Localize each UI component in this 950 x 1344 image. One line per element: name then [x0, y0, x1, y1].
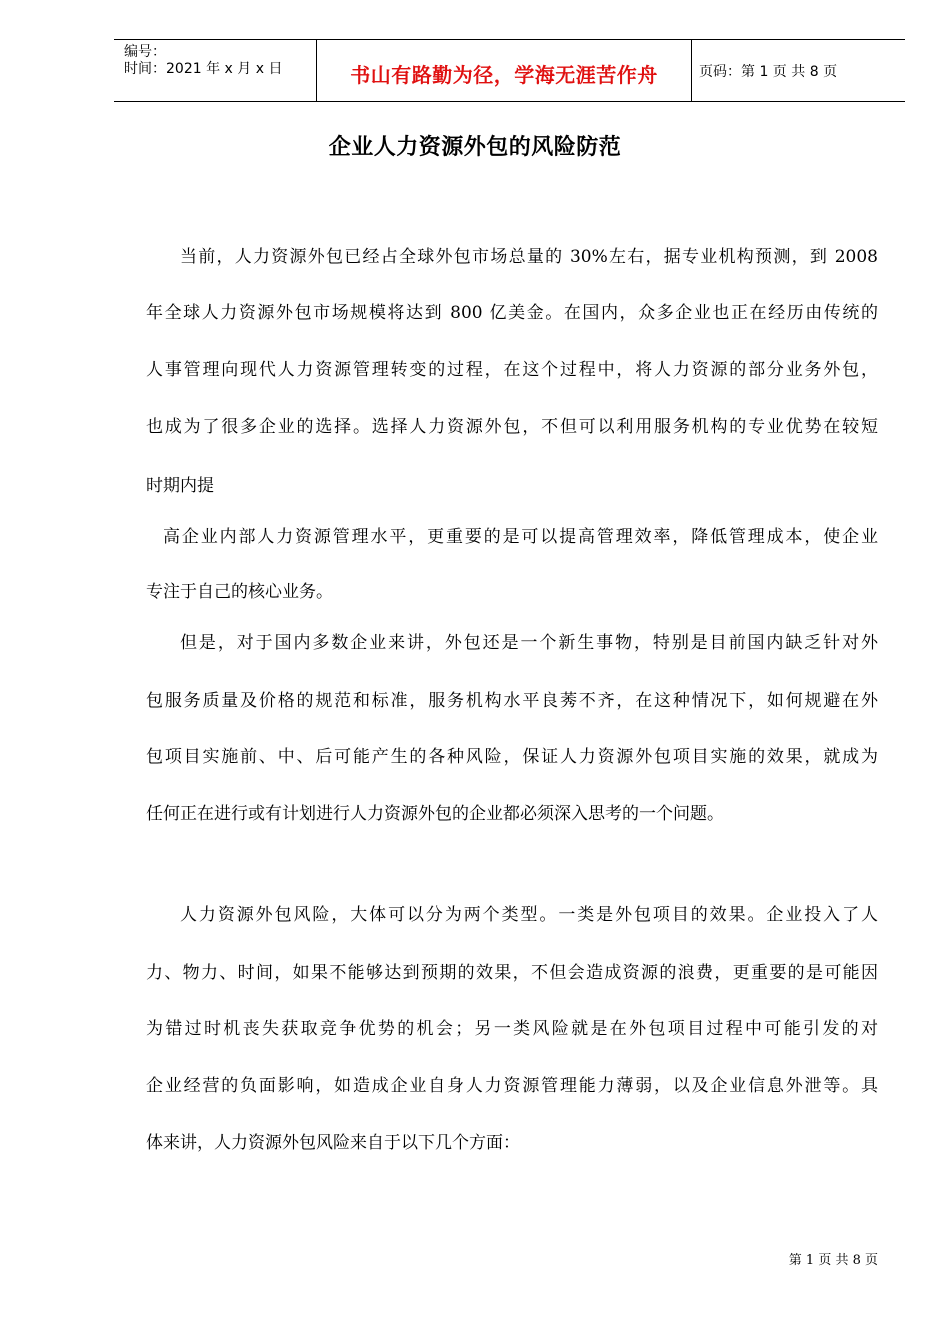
body-line: 为错过时机丧失获取竞争优势的机会；另一类风险就是在外包项目过程中可能引发的对 — [146, 1019, 878, 1039]
header-page-info: 页码：第 1 页 共 8 页 — [699, 64, 838, 80]
body-line: 体来讲，人力资源外包风险来自于以下几个方面： — [146, 1133, 520, 1153]
body-line: 时期内提 — [146, 476, 214, 496]
document-title: 企业人力资源外包的风险防范 — [328, 135, 622, 160]
body-line: 也成为了很多企业的选择。选择人力资源外包，不但可以利用服务机构的专业优势在较短 — [146, 417, 878, 437]
header-table — [114, 39, 905, 102]
header-page-cell — [691, 40, 905, 101]
body-line: 企业经营的负面影响，如造成企业自身人力资源管理能力薄弱，以及企业信息外泄等。具 — [146, 1076, 878, 1096]
header-meta-cell — [114, 40, 316, 101]
body-line: 人事管理向现代人力资源管理转变的过程，在这个过程中，将人力资源的部分业务外包， — [146, 360, 878, 380]
document-time-label: 时间：2021 年 x 月 x 日 — [124, 61, 283, 77]
document-number-label: 编号： — [124, 44, 166, 60]
body-line: 人力资源外包风险，大体可以分为两个类型。一类是外包项目的效果。企业投入了人 — [180, 905, 878, 925]
body-line: 当前，人力资源外包已经占全球外包市场总量的 30%左右，据专业机构预测，到 2008 — [180, 247, 878, 267]
header-motto: 书山有路勤为径，学海无涯苦作舟 — [350, 63, 658, 87]
body-line: 年全球人力资源外包市场规模将达到 800 亿美金。在国内，众多企业也正在经历由传统的 — [146, 303, 878, 323]
footer-page-number: 第 1 页 共 8 页 — [788, 1253, 878, 1268]
body-line: 任何正在进行或有计划进行人力资源外包的企业都必须深入思考的一个问题。 — [146, 804, 724, 824]
body-line: 但是，对于国内多数企业来讲，外包还是一个新生事物，特别是目前国内缺乏针对外 — [180, 633, 878, 653]
body-line: 专注于自己的核心业务。 — [146, 582, 333, 602]
body-line: 包项目实施前、中、后可能产生的各种风险，保证人力资源外包项目实施的效果，就成为 — [146, 747, 878, 767]
body-line: 高企业内部人力资源管理水平，更重要的是可以提高管理效率，降低管理成本，使企业 — [163, 527, 878, 547]
header-motto-cell — [316, 40, 692, 101]
body-line: 力、物力、时间，如果不能够达到预期的效果，不但会造成资源的浪费，更重要的是可能因 — [146, 963, 878, 983]
body-line: 包服务质量及价格的规范和标准，服务机构水平良莠不齐，在这种情况下，如何规避在外 — [146, 691, 878, 711]
